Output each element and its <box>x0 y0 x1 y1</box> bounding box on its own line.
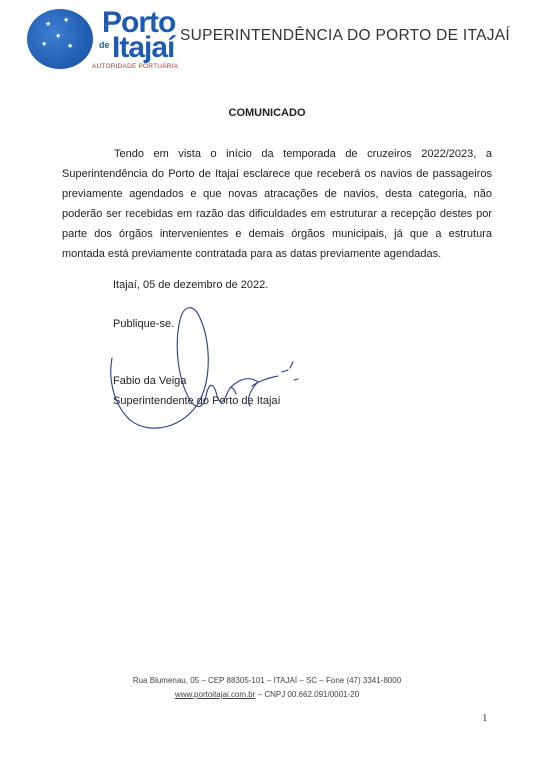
signer-name: Fabio da Veiga <box>113 375 187 387</box>
footer-address: Rua Blumenau, 05 – CEP 88305-101 – ITAJAÍ – SC – Fone (47) 3341-8000 <box>132 676 402 685</box>
porto-itajai-logo <box>22 7 182 73</box>
logo-word-porto: Porto <box>102 6 176 39</box>
logo-subtitle: AUTORIDADE PORTUÁRIA <box>92 63 179 70</box>
footer-contact <box>0 690 534 700</box>
date-line: Itajaí, 05 de dezembro de 2022. <box>113 279 269 291</box>
header-title: SUPERINTENDÊNCIA DO PORTO DE ITAJAÍ <box>180 27 511 44</box>
logo-word-itajai: Itajaí <box>112 31 175 64</box>
publish-line: Publique-se. <box>113 318 175 330</box>
document-title: COMUNICADO <box>228 107 306 119</box>
footer-cnpj: – CNPJ 00.662.091/0001-20 <box>255 690 360 699</box>
logo-word-de: de <box>99 40 110 50</box>
footer-website-link[interactable]: www.portoitajai.com.br <box>174 690 256 699</box>
signer-role: Superintendente do Porto de Itajaí <box>113 395 281 407</box>
logo-globe-icon: ★ ★ ★ ★ ★ <box>27 9 93 69</box>
page-number: 1 <box>482 712 488 724</box>
body-paragraph: Tendo em vista o início da temporada de cruzeiros 2022/2023, a Superintendência do Porto de Itajaí esclarece que receberá os navios de passageiros previamente agendados e que novas atracações de navios, desta categoria, não poderão ser recebidas em razão das dificuldades em estruturar a recepção destes por parte dos órgãos intervenientes e demais órgãos municipais, já que a estrutura montada está previamente contratada para as datas previamente agendadas. <box>62 148 492 260</box>
